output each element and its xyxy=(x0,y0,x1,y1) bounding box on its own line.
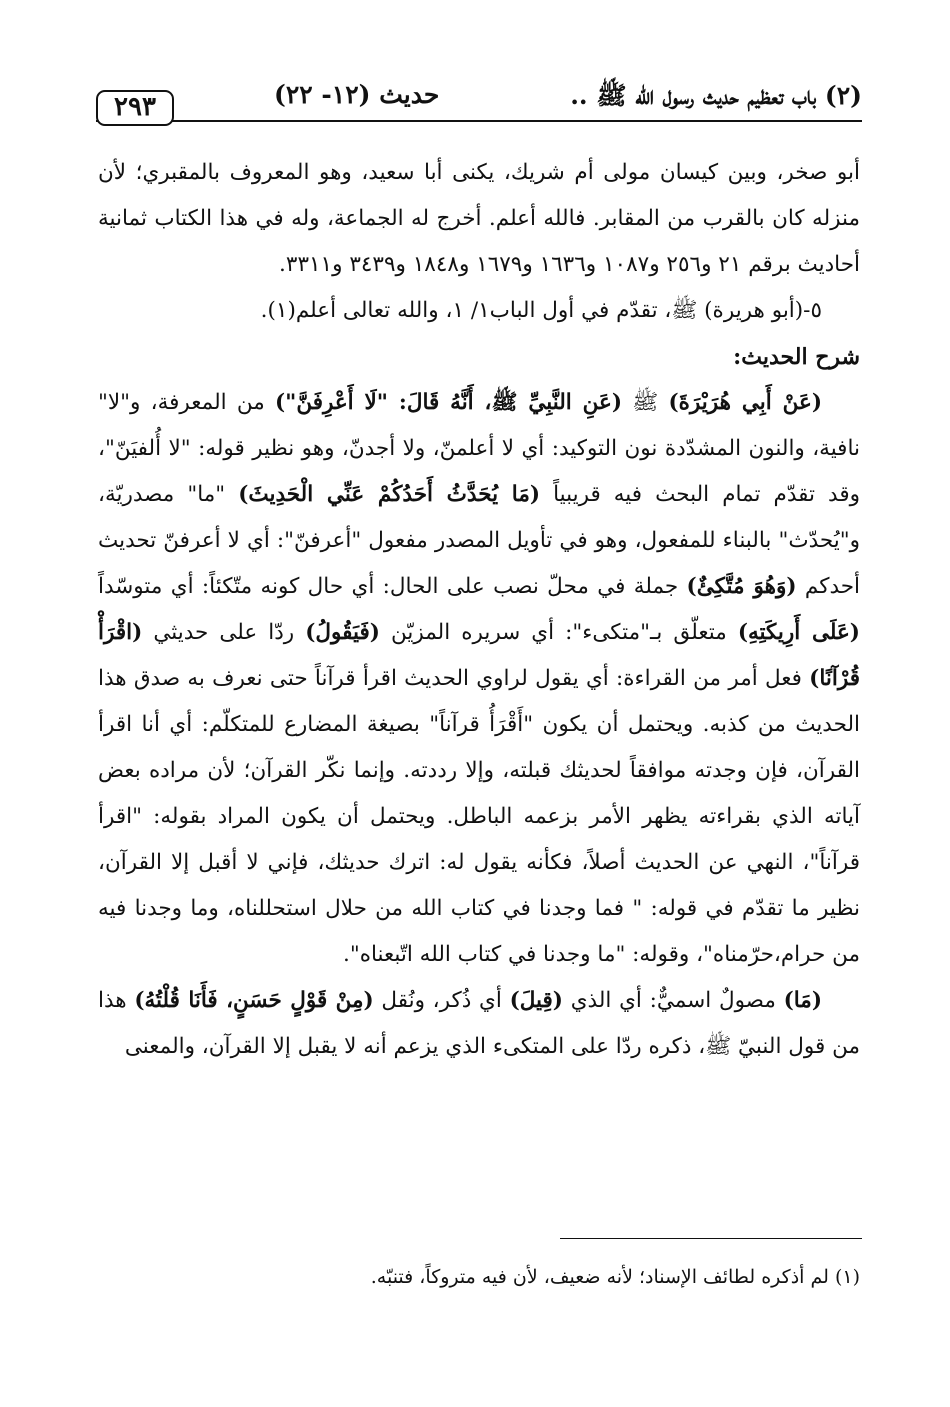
hadith-quote: (مِنْ قَوْلٍ حَسَنٍ، فَأَنَا قُلْتُهُ) xyxy=(134,988,374,1013)
hadith-quote: (فَيَقُولُ) xyxy=(305,620,380,645)
hadith-quote: (عَنِ النَّبِيِّ ﷺ، أَنَّهُ قَالَ: "لَا أَعْرِفَنَّ") xyxy=(274,390,623,415)
commentary-paragraph-2 xyxy=(98,978,860,1070)
hadith-quote: (قِيلَ) xyxy=(509,988,563,1013)
commentary-text: متعلّق بـ"متكىء": أي سريره المزيّن xyxy=(379,620,738,645)
commentary-text: "ما" مصدريّة، و"يُحدّث" بالبناء للمفعول، وهو في تأويل المصدر مفعول "أعرفنّ": أي لا أعرفنّ تحديث أحدكم xyxy=(98,482,860,599)
commentary-text: ﷺ xyxy=(622,390,669,415)
page-number: ٢٩٣ xyxy=(96,90,174,126)
commentary-text: جملة في محلّ نصب على الحال: أي حال كونه متّكئاً: أي متوسّداً xyxy=(98,574,687,599)
narrator-abu-hurayra-paragraph: ٥-(أبو هريرة) ﷺ، تقدّم في أول الباب١/ ١، والله تعالى أعلم(١). xyxy=(260,298,822,323)
commentary-text: مصولٌ اسميٌّ: أي الذي xyxy=(562,988,784,1013)
hadith-quote: (مَا) xyxy=(783,988,822,1013)
commentary-paragraph-1 xyxy=(98,380,860,978)
hadith-quote: (مَا يُحَدَّثُ أَحَدُكُمْ عَنِّي الْحَدِيثَ) xyxy=(238,482,541,507)
commentary-text: أي ذُكر، ونُقل xyxy=(373,988,510,1013)
chapter-title: (٢) باب تعظيم حديث رسول الله ﷺ .. xyxy=(570,81,862,110)
hadith-quote: (وَهُوَ مُتَّكِئٌ) xyxy=(686,574,797,599)
commentary-text: من المعرفة، و"لا" نافية، والنون المشدّدة نون التوكيد: أي لا أعلمنّ، ولا أجدنّ، وهو نظير قوله: "لا أُلفيَنّ"، وقد تقدّم تمام البحث فيه قريبياً xyxy=(98,390,860,507)
commentary-text: ردّا على حديثي xyxy=(142,620,306,645)
footnote-rule xyxy=(560,1238,862,1239)
hadith-quote: (عَنْ أَبِي هُرَيْرَةَ) xyxy=(668,390,822,415)
hadith-quote: (عَلَى أَرِيكَتِهِ) xyxy=(737,620,860,645)
header-rule xyxy=(96,120,862,122)
main-text xyxy=(98,150,860,1070)
commentary-text: هذا من قول النبيّ ﷺ، ذكره ردّا على المتكىء الذي يزعم أنه لا يقبل إلا القرآن، والمعنى xyxy=(98,988,860,1059)
page-header xyxy=(96,72,862,128)
commentary-text: فعل أمر من القراءة: أي يقول لراوي الحديث اقرأ قرآناً حتى نعرف به صدق هذا الحديث من كذبه. ويحتمل أن يكون "أَقْرَأُ قرآناً" بصيغة المضارع للمتكلّم: أي أنا اقرأ القرآن، فإن وجدته موافقاً لحديثك قبلته، وإلا رددته. وإنما نكّر القرآن؛ لأن مراده بعض آياته الذي بقراءته يظهر الأمر بزعمه الباطل. ويحتمل أن يكون المراد بقوله: "اقرأ قرآناً"، النهي عن الحديث أصلاً، فكأنه يقول له: اترك حديثك، فإني لا أقبل إلا القرآن، نظير ما تقدّم في قوله: " فما وجدنا في كتاب الله من حلال استحللناه، وما وجدنا فيه من حرام،حرّمناه"، وقوله: "ما وجدنا في كتاب الله اتّبعناه". xyxy=(98,666,860,967)
hadith-range: حديث (١٢- ٢٢) xyxy=(274,80,440,109)
hadith-quote: (اقْرَأْ قُرْآنًا) xyxy=(98,620,860,691)
section-heading: شرح الحديث: xyxy=(733,344,860,370)
narrator-paragraph: أبو صخر، وبين كيسان مولى أم شريك، يكنى أبا سعيد، وهو المعروف بالمقبري؛ لأن منزله كان بالقرب من المقابر. فالله أعلم. أخرج له الجماعة، وله في هذا الكتاب ثمانية أحاديث برقم ٢١ و٢٥٦ و١٠٨٧ و١٦٣٦ و١٦٧٩ و١٨٤٨ و٣٤٣٩ و٣٣١١. xyxy=(98,160,860,277)
footnote: (١) لم أذكره لطائف الإسناد؛ لأنه ضعيف، لأن فيه متروكاً، فتنبّه. xyxy=(370,1266,860,1288)
